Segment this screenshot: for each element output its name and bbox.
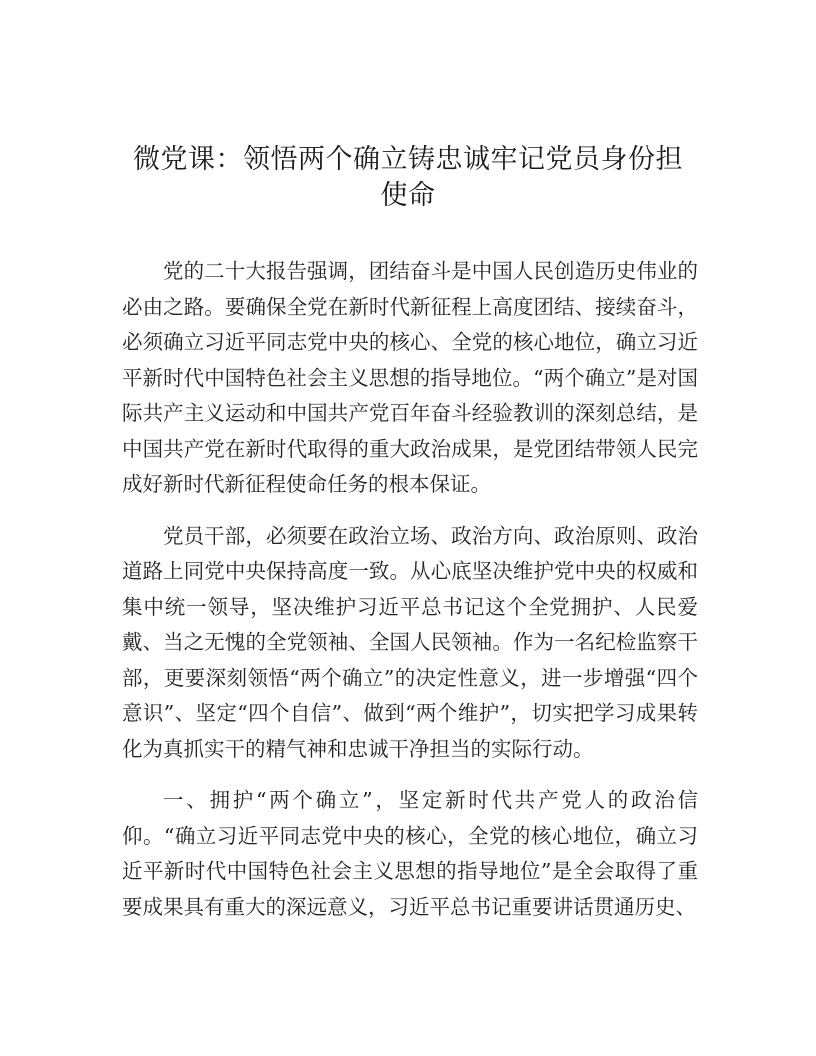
paragraph-1: 党的二十大报告强调，团结奋斗是中国人民创造历史伟业的必由之路。要确保全党在新时代新征程上高度团结、接续奋斗，必须确立习近平同志党中央的核心、全党的核心地位，确立习近平新时代中国特色社会主义思想的指导地位。“两个确立”是对国际共产主义运动和中国共产党百年奋斗经验教训的深刻总结，是中国共产党在新时代取得的重大政治成果，是党团结带领人民完成好新时代新征程使命任务的根本保证。 (122, 259, 698, 496)
document-body (122, 254, 698, 941)
paragraph-2: 党员干部，必须要在政治立场、政治方向、政治原则、政治道路上同党中央保持高度一致。从心底坚决维护党中央的权威和集中统一领导，坚决维护习近平总书记这个全党拥护、人民爱戴、当之无愧的全党领袖、全国人民领袖。作为一名纪检监察干部，更要深刻领悟“两个确立”的决定性意义，进一步增强“四个意识”、坚定“四个自信”、做到“两个维护”，切实把学习成果转化为真抓实干的精气神和忠诚干净担当的实际行动。 (122, 523, 698, 761)
paragraph-3: 一、拥护“两个确立”，坚定新时代共产党人的政治信仰。“确立习近平同志党中央的核心，全党的核心地位，确立习近平新时代中国特色社会主义思想的指导地位”是全会取得了重要成果具有重大的深远意义，习近平总书记重要讲话贯通历史、 (122, 788, 698, 919)
document-title: 微党课：领悟两个确立铸忠诚牢记党员身份担使命 (133, 144, 683, 211)
